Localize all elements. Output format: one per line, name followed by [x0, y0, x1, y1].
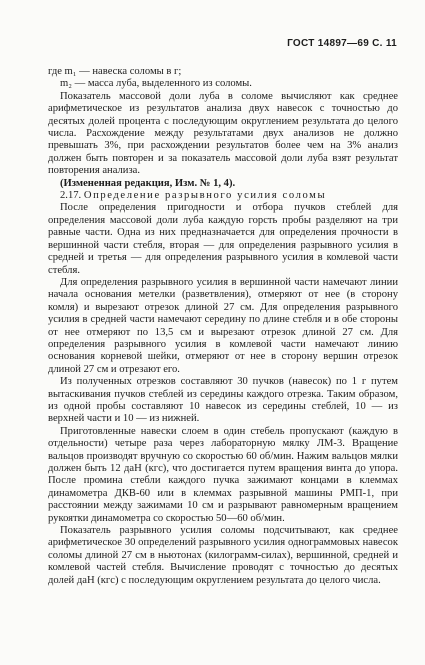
paragraph-bundles: Из полученных отрезков составляют 30 пучков (навесок) по 1 г путем вытаскивания пучков стеблей из середины каждого отрезка. Таким образом, из одной пробы составляют 10 навесок из середины стеблей, 10 — из верхней части и 10 — из нижней. [48, 376, 398, 425]
section-title: Определение разрывного усилия соломы [83, 190, 327, 202]
paragraph-cutting: Для определения разрывного усилия в вершинной части намечают линии начала основания метелки (разветвления), отмеряют от нее (в сторону комля) и вырезают отрезок длиной 27 см. Для определения разрывного усилия в средней части намечают середину по длине стебля и в обе стороны от нее отмеряют по 13,5 см и вырезают отрезок длиной 27 см. Для определения разрывного усилия в комлевой части намечают линию основания корневой шейки, отмеряют от нее в сторону вершин отрезок длиной 27 см и отрезают его. [48, 276, 398, 375]
edition-note: (Измененная редакция, Изм. № 1, 4). [60, 177, 236, 189]
page-header: ГОСТ 14897—69 С. 11 [287, 38, 397, 49]
paragraph-calculation: Показатель разрывного усилия соломы подсчитывают, как среднее арифметическое 30 определений разрывного усилия однограммовых навесок соломы длиной 27 см в ньютонах (килограмм-силах), вершинной, средней и комлевой частей стебля. Вычисление проводят с точностью до десятых долей даН (кгс) с последующим округлением результата до целого числа. [48, 525, 398, 586]
definition-m2: m₂ — масса луба, выделенного из соломы. [60, 78, 252, 90]
definition-m1: где m₁ — навеска соломы в г; [48, 66, 182, 77]
paragraph-result: Показатель массовой доли луба в соломе вычисляют как среднее арифметическое из результатов анализа двух навесок с точностью до десятых долей процента с последующим округлением результата до целого числа. Расхождение между результатами двух анализов не должно превышать 3%, при расхождении результатов более чем на 3% анализ должен быть повторен и за показатель массовой доли луба взят результат повторения анализа. [48, 90, 398, 177]
section-heading [48, 190, 398, 202]
paragraph-division: После определения пригодности и отбора пучков стеблей для определения массовой доли луба каждую горсть пробы разделяют на три равные части. Одна из них предназначается для определения прочности в вершинной части стебля, вторая — для определения разрывного усилия в средней и третья — для определения разрывного усилия в комлевой части стебля. [48, 202, 398, 276]
section-number: 2.17. [60, 190, 82, 202]
document-body [48, 66, 398, 587]
paragraph-procedure: Приготовленные навески слоем в один стебель пропускают (каждую в отдельности) четыре раза через лабораторную мялку ЛМ-3. Вращение вальцов производят вручную со скоростью 60 об/мин. Нажим вальцов мялки должен быть 12 даН (кгс), что достигается путем вращения винта до упора. После промина стебли каждого пучка зажимают концами в клеммах динамометра ДКВ-60 или в клеммах разрывной машины РМП-1, при расстоянии между зажимами 10 см и разрывают равномерным вращением рукоятки динамометра со скоростью 50—60 об/мин. [48, 425, 398, 524]
